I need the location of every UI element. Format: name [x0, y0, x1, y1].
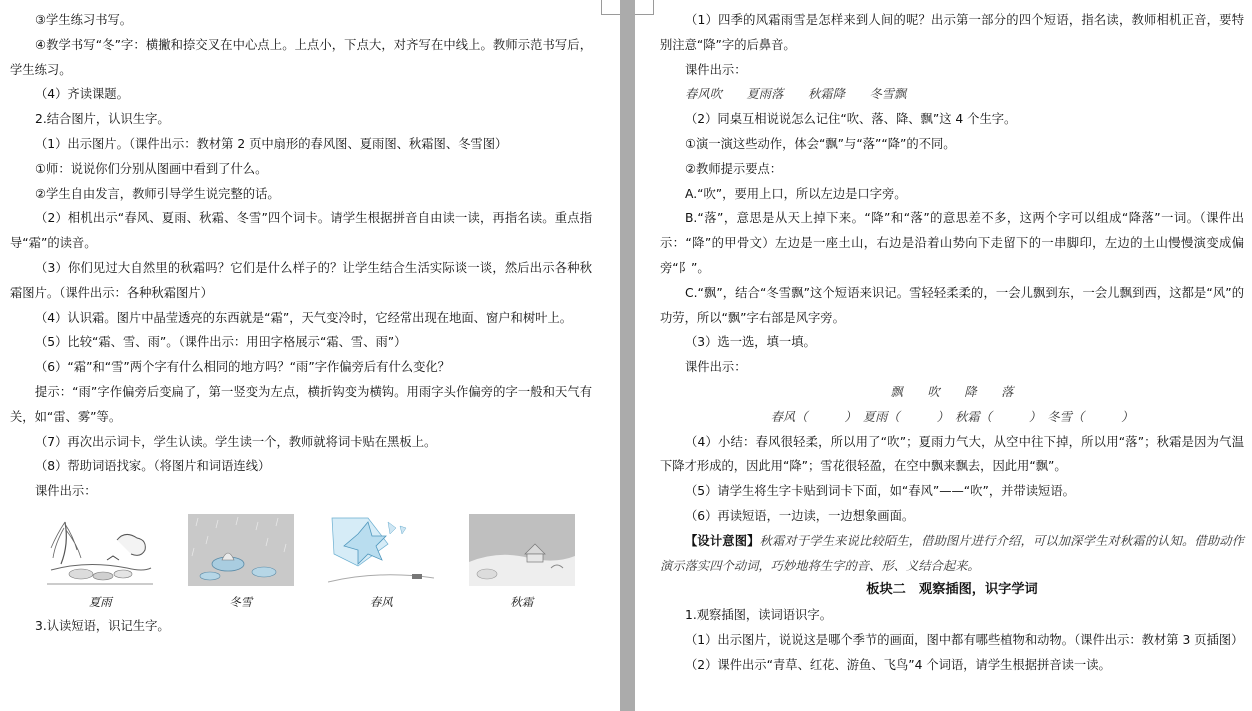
- paragraph: 3.认读短语，识记生字。: [35, 618, 170, 633]
- paragraph: ③学生练习书写。: [35, 13, 133, 27]
- paragraph: （4）齐读课题。: [35, 87, 129, 102]
- phrase-list: 春风吹 夏雨落 秋霜降 冬雪飘: [685, 87, 907, 102]
- page-right-content: [660, 8, 1244, 678]
- paragraph: 课件出示：: [685, 62, 747, 77]
- paragraph: （2）课件出示“青草、红花、游鱼、飞鸟”4 个词语，请学生根据拼音读一读。: [685, 657, 1111, 672]
- paragraph: （4）小结：春风很轻柔，所以用了“吹”；夏雨力气大，从空中往下掉，所以用“落”；秋霜是因为气温下降才形成的，因此用“降”；雪花很轻盈，在空中飘来飘去，因此用“飘”。: [660, 434, 1244, 474]
- paragraph: ②教师提示要点：: [685, 161, 783, 176]
- image-label: 秋霜: [510, 594, 534, 609]
- paragraph: ①师：说说你们分别从图画中看到了什么。: [35, 161, 268, 176]
- season-card-winter: [171, 514, 312, 612]
- paragraph: 提示：“雨”字作偏旁后变扁了，第一竖变为左点，横折钩变为横钩。用雨字头作偏旁的字一般和天气有关，如“雷、雾”等。: [10, 384, 592, 424]
- paragraph: （6）“霜”和“雪”两个字有什么相同的地方吗？“雨”字作偏旁后有什么变化？: [35, 360, 450, 375]
- season-image-row: [30, 514, 592, 612]
- summer-rain-illustration: [47, 514, 153, 586]
- paragraph: ②学生自由发言，教师引导学生说完整的话。: [35, 186, 280, 201]
- winter-snow-illustration: [188, 514, 294, 586]
- season-card-spring: [311, 514, 452, 612]
- paragraph: （1）四季的风霜雨雪是怎样来到人间的呢？出示第一部分的四个短语，指名读，教师相机正音，要特别注意“降”字的后鼻音。: [660, 13, 1244, 52]
- paragraph: （2）相机出示“春风、夏雨、秋霜、冬雪”四个词卡。请学生根据拼音自由读一读，再指名读。重点指导“霜”的读音。: [10, 211, 592, 251]
- design-intent-label: 【设计意图】: [685, 532, 760, 548]
- season-card-autumn: [452, 514, 593, 612]
- paragraph: （7）再次出示词卡，学生认读。学生读一个，教师就将词卡贴在黑板上。: [35, 434, 437, 449]
- paragraph: （2）同桌互相说说怎么记住“吹、落、降、飘”这 4 个生字。: [685, 112, 1017, 127]
- paragraph: （3）选一选，填一填。: [685, 335, 816, 350]
- paragraph: （8）帮助词语找家。（将图片和词语连线）: [35, 459, 271, 474]
- paragraph: （4）认识霜。图片中晶莹透亮的东西就是“霜”，天气变冷时，它经常出现在地面、窗户和树叶上。: [35, 310, 573, 325]
- paragraph: B.“落”，意思是从天上掉下来。“降”和“落”的意思差不多，这两个字可以组成“降落”一词。（课件出示：“降”的甲骨文）左边是一座土山，右边是沿着山势向下走留下的一串脚印，左边的土山慢慢演变成偏旁“阝”。: [660, 211, 1244, 275]
- image-label: 春风: [369, 594, 393, 609]
- autumn-frost-illustration: [469, 514, 575, 586]
- fill-in-blanks: 春风（ ） 夏雨（ ） 秋霜（ ） 冬雪（ ）: [770, 409, 1134, 424]
- page-corner-mark: [635, 0, 654, 15]
- paragraph: ④教学书写“冬”字：横撇和捺交叉在中心点上。上点小，下点大，对齐写在中线上。教师示范书写后，学生练习。: [10, 37, 592, 77]
- paragraph: 课件出示：: [685, 360, 747, 375]
- season-card-summer: [30, 514, 171, 612]
- paragraph: 课件出示：: [35, 484, 97, 499]
- spring-wind-illustration: [328, 514, 434, 586]
- document-page-left: [0, 0, 620, 711]
- paragraph: （1）出示图片。（课件出示：教材第 2 页中扇形的春风图、夏雨图、秋霜图、冬雪图）: [35, 136, 508, 151]
- paragraph: （6）再读短语，一边读，一边想象画面。: [685, 508, 915, 523]
- paragraph: （5）比较“霜、雪、雨”。（课件出示：用田字格展示“霜、雪、雨”）: [35, 335, 407, 350]
- paragraph: （3）你们见过大自然里的秋霜吗？它们是什么样子的？让学生结合生活实际谈一谈，然后出示各种秋霜图片。（课件出示：各种秋霜图片）: [10, 260, 592, 300]
- paragraph: ①演一演这些动作，体会“飘”与“落”“降”的不同。: [685, 136, 956, 151]
- paragraph: A.“吹”，要用上口，所以左边是口字旁。: [685, 186, 907, 201]
- paragraph: （5）请学生将生字卡贴到词卡下面，如“春风”——“吹”，并带读短语。: [685, 484, 1075, 499]
- paragraph: 1.观察插图，读词语识字。: [685, 608, 832, 623]
- image-label: 夏雨: [88, 594, 112, 609]
- word-choices: 飘 吹 降 落: [890, 384, 1014, 399]
- section-heading: 板块二 观察插图，识字学词: [866, 582, 1038, 598]
- design-intent-text: 秋霜对于学生来说比较陌生，借助图片进行介绍，可以加深学生对秋霜的认知。借助动作演示落实四个动词，巧妙地将生字的音、形、义结合起来。: [660, 533, 1244, 573]
- paragraph: （1）出示图片，说说这是哪个季节的画面，图中都有哪些植物和动物。（课件出示：教材第 3 页插图）: [685, 632, 1244, 647]
- page-corner-mark: [601, 0, 620, 15]
- design-intent: [660, 529, 1244, 579]
- paragraph: 2.结合图片，认识生字。: [35, 112, 170, 127]
- page-left-content: [10, 8, 592, 639]
- paragraph: C.“飘”，结合“冬雪飘”这个短语来识记。雪轻轻柔柔的，一会儿飘到东，一会儿飘到西，这都是“风”的功劳，所以“飘”字右部是风字旁。: [660, 285, 1244, 325]
- image-label: 冬雪: [229, 594, 253, 609]
- document-page-right: [635, 0, 1252, 711]
